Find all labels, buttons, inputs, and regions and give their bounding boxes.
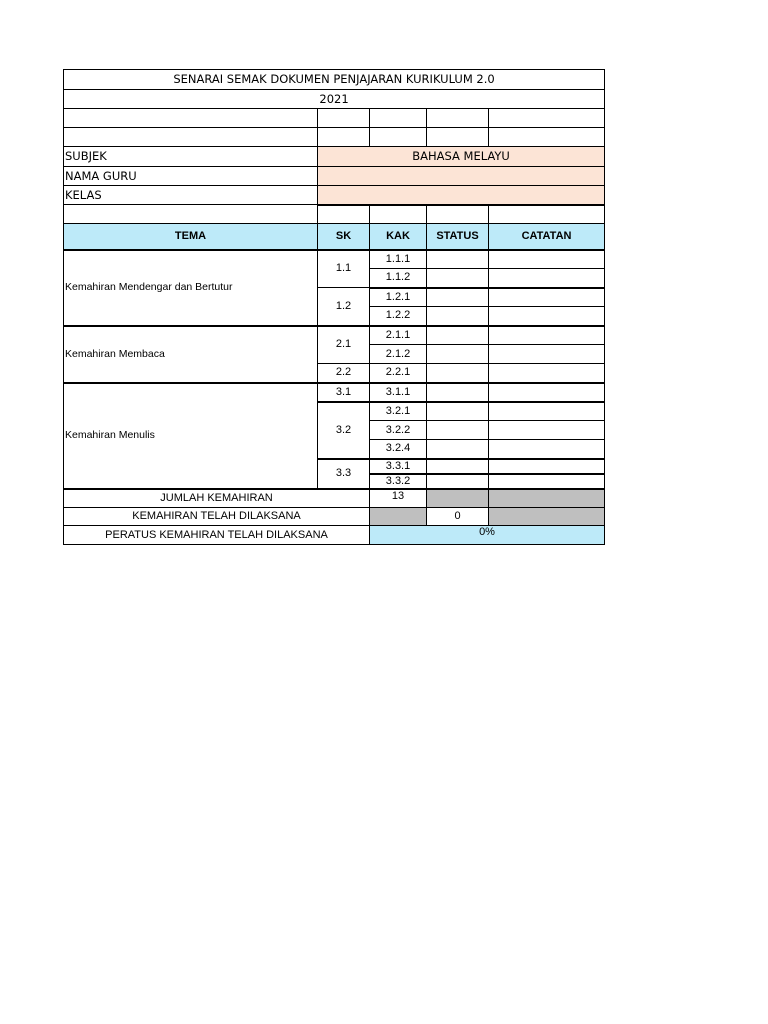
kak-cell: 1.1.2 [370, 269, 427, 288]
blank-cell [370, 128, 427, 147]
catatan-cell[interactable] [489, 250, 605, 269]
blank-cell [370, 109, 427, 128]
catatan-cell[interactable] [489, 440, 605, 459]
blank-cell [489, 128, 605, 147]
status-cell[interactable] [427, 383, 489, 402]
nama-guru-value[interactable] [318, 167, 605, 186]
sk-cell: 2.2 [318, 364, 370, 383]
catatan-cell[interactable] [489, 459, 605, 474]
header-status: STATUS [427, 224, 489, 250]
blank-cell [64, 109, 318, 128]
status-cell[interactable] [427, 326, 489, 345]
blank-cell [64, 128, 318, 147]
grey-cell [489, 508, 605, 526]
sk-cell: 1.1 [318, 250, 370, 288]
catatan-cell[interactable] [489, 269, 605, 288]
grey-cell [370, 508, 427, 526]
kak-cell: 2.1.1 [370, 326, 427, 345]
status-cell[interactable] [427, 474, 489, 489]
blank-cell [489, 205, 605, 224]
status-cell[interactable] [427, 288, 489, 307]
dilaksana-value: 0 [427, 508, 489, 526]
theme-name: Kemahiran Menulis [64, 383, 318, 489]
blank-cell [318, 205, 370, 224]
checklist-table [63, 69, 605, 545]
catatan-cell[interactable] [489, 345, 605, 364]
kak-cell: 2.2.1 [370, 364, 427, 383]
subjek-label: SUBJEK [64, 147, 318, 167]
status-cell[interactable] [427, 364, 489, 383]
nama-guru-label: NAMA GURU [64, 167, 318, 186]
status-cell[interactable] [427, 421, 489, 440]
sk-cell: 2.1 [318, 326, 370, 364]
dilaksana-label: KEMAHIRAN TELAH DILAKSANA [64, 508, 370, 526]
kelas-value[interactable] [318, 186, 605, 205]
theme-name: Kemahiran Membaca [64, 326, 318, 383]
header-sk: SK [318, 224, 370, 250]
status-cell[interactable] [427, 345, 489, 364]
kak-cell: 1.1.1 [370, 250, 427, 269]
status-cell[interactable] [427, 459, 489, 474]
jumlah-value: 13 [370, 489, 427, 508]
header-catatan: CATATAN [489, 224, 605, 250]
summary-row-jumlah [64, 489, 605, 508]
blank-cell [427, 109, 489, 128]
sk-cell: 3.3 [318, 459, 370, 489]
catatan-cell[interactable] [489, 326, 605, 345]
summary-row-dilaksana [64, 508, 605, 526]
subjek-value[interactable]: BAHASA MELAYU [318, 147, 605, 167]
catatan-cell[interactable] [489, 364, 605, 383]
blank-cell [489, 109, 605, 128]
status-cell[interactable] [427, 250, 489, 269]
blank-cell [427, 205, 489, 224]
sk-cell: 1.2 [318, 288, 370, 326]
status-cell[interactable] [427, 269, 489, 288]
kak-cell: 3.3.1 [370, 459, 427, 474]
header-tema: TEMA [64, 224, 318, 250]
table-header [64, 224, 605, 250]
jumlah-label: JUMLAH KEMAHIRAN [64, 489, 370, 508]
grey-cell [489, 489, 605, 508]
table-row [64, 250, 605, 269]
kak-cell: 2.1.2 [370, 345, 427, 364]
kak-cell: 3.2.4 [370, 440, 427, 459]
blank-cell [427, 128, 489, 147]
catatan-cell[interactable] [489, 288, 605, 307]
catatan-cell[interactable] [489, 421, 605, 440]
blank-row [64, 109, 605, 128]
kak-cell: 3.2.1 [370, 402, 427, 421]
table-row [64, 383, 605, 402]
table-row [64, 326, 605, 345]
catatan-cell[interactable] [489, 307, 605, 326]
kak-cell: 1.2.2 [370, 307, 427, 326]
blank-row [64, 205, 605, 224]
grey-cell [427, 489, 489, 508]
theme-name: Kemahiran Mendengar dan Bertutur [64, 250, 318, 326]
peratus-label: PERATUS KEMAHIRAN TELAH DILAKSANA [64, 526, 370, 545]
document-title: SENARAI SEMAK DOKUMEN PENJAJARAN KURIKULUM 2.0 [64, 70, 605, 90]
catatan-cell[interactable] [489, 474, 605, 489]
blank-cell [318, 109, 370, 128]
document-year: 2021 [64, 90, 605, 109]
status-cell[interactable] [427, 440, 489, 459]
blank-cell [64, 205, 318, 224]
peratus-value: 0% [370, 526, 605, 545]
kak-cell: 3.3.2 [370, 474, 427, 489]
status-cell[interactable] [427, 402, 489, 421]
blank-row [64, 128, 605, 147]
sk-cell: 3.2 [318, 402, 370, 459]
status-cell[interactable] [427, 307, 489, 326]
catatan-cell[interactable] [489, 402, 605, 421]
blank-cell [318, 128, 370, 147]
kelas-label: KELAS [64, 186, 318, 205]
kak-cell: 3.2.2 [370, 421, 427, 440]
kak-cell: 3.1.1 [370, 383, 427, 402]
summary-row-peratus [64, 526, 605, 545]
sk-cell: 3.1 [318, 383, 370, 402]
blank-cell [370, 205, 427, 224]
catatan-cell[interactable] [489, 383, 605, 402]
kak-cell: 1.2.1 [370, 288, 427, 307]
checklist-sheet [63, 69, 604, 553]
header-kak: KAK [370, 224, 427, 250]
